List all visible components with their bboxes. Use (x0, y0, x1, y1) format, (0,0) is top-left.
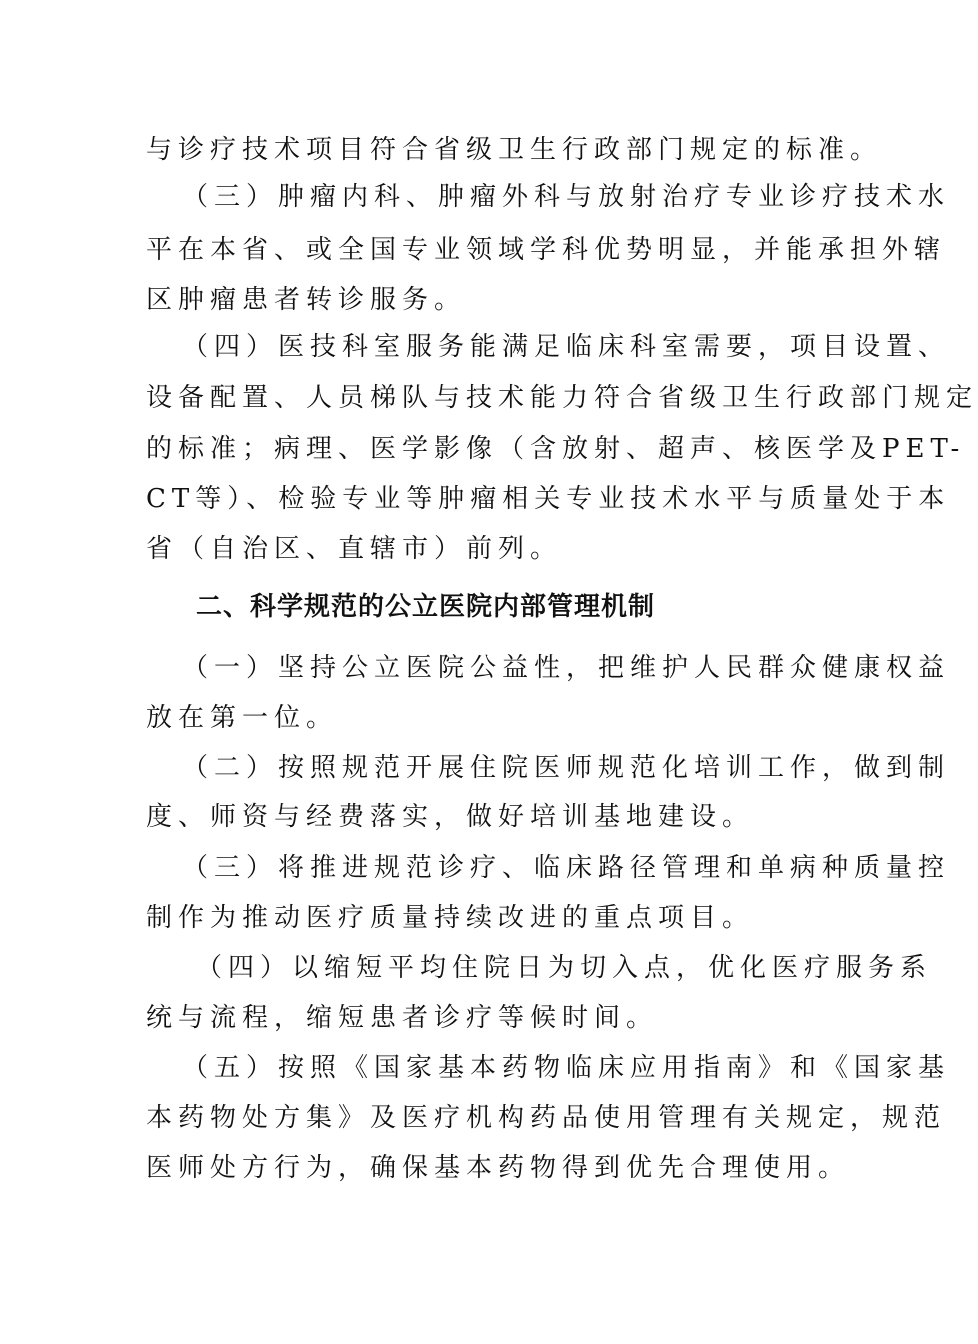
paragraph-line: CT等）、检验专业等肿瘤相关专业技术水平与质量处于本 (146, 484, 951, 514)
paragraph-line: 省（自治区、直辖市）前列。 (146, 534, 563, 564)
paragraph-line: （一）坚持公立医院公益性，把维护人民群众健康权益 (182, 653, 951, 683)
paragraph-line: （五）按照《国家基本药物临床应用指南》和《国家基 (182, 1053, 951, 1083)
section-heading: 二、科学规范的公立医院内部管理机制 (196, 592, 656, 622)
paragraph-line: 放在第一位。 (146, 703, 339, 733)
paragraph-line: 的标准；病理、医学影像（含放射、超声、核医学及PET- (146, 434, 966, 464)
paragraph-line: 制作为推动医疗质量持续改进的重点项目。 (146, 903, 755, 933)
paragraph-line: （四）医技科室服务能满足临床科室需要，项目设置、 (182, 332, 951, 362)
paragraph-line: 与诊疗技术项目符合省级卫生行政部门规定的标准。 (146, 135, 883, 165)
paragraph-line: 医师处方行为，确保基本药物得到优先合理使用。 (146, 1153, 851, 1183)
paragraph-line: 平在本省、或全国专业领域学科优势明显，并能承担外辖 (146, 235, 947, 265)
paragraph-line: （四）以缩短平均住院日为切入点，优化医疗服务系 (196, 953, 933, 983)
paragraph-line: （三）肿瘤内科、肿瘤外科与放射治疗专业诊疗技术水 (182, 182, 951, 212)
paragraph-line: 设备配置、人员梯队与技术能力符合省级卫生行政部门规定 (146, 383, 978, 413)
paragraph-line: （三）将推进规范诊疗、临床路径管理和单病种质量控 (182, 853, 951, 883)
paragraph-line: 统与流程，缩短患者诊疗等候时间。 (146, 1003, 659, 1033)
paragraph-line: 度、师资与经费落实，做好培训基地建设。 (146, 802, 755, 832)
paragraph-line: 区肿瘤患者转诊服务。 (146, 285, 467, 315)
paragraph-line: （二）按照规范开展住院医师规范化培训工作，做到制 (182, 753, 951, 783)
paragraph-line: 本药物处方集》及医疗机构药品使用管理有关规定，规范 (146, 1103, 947, 1133)
